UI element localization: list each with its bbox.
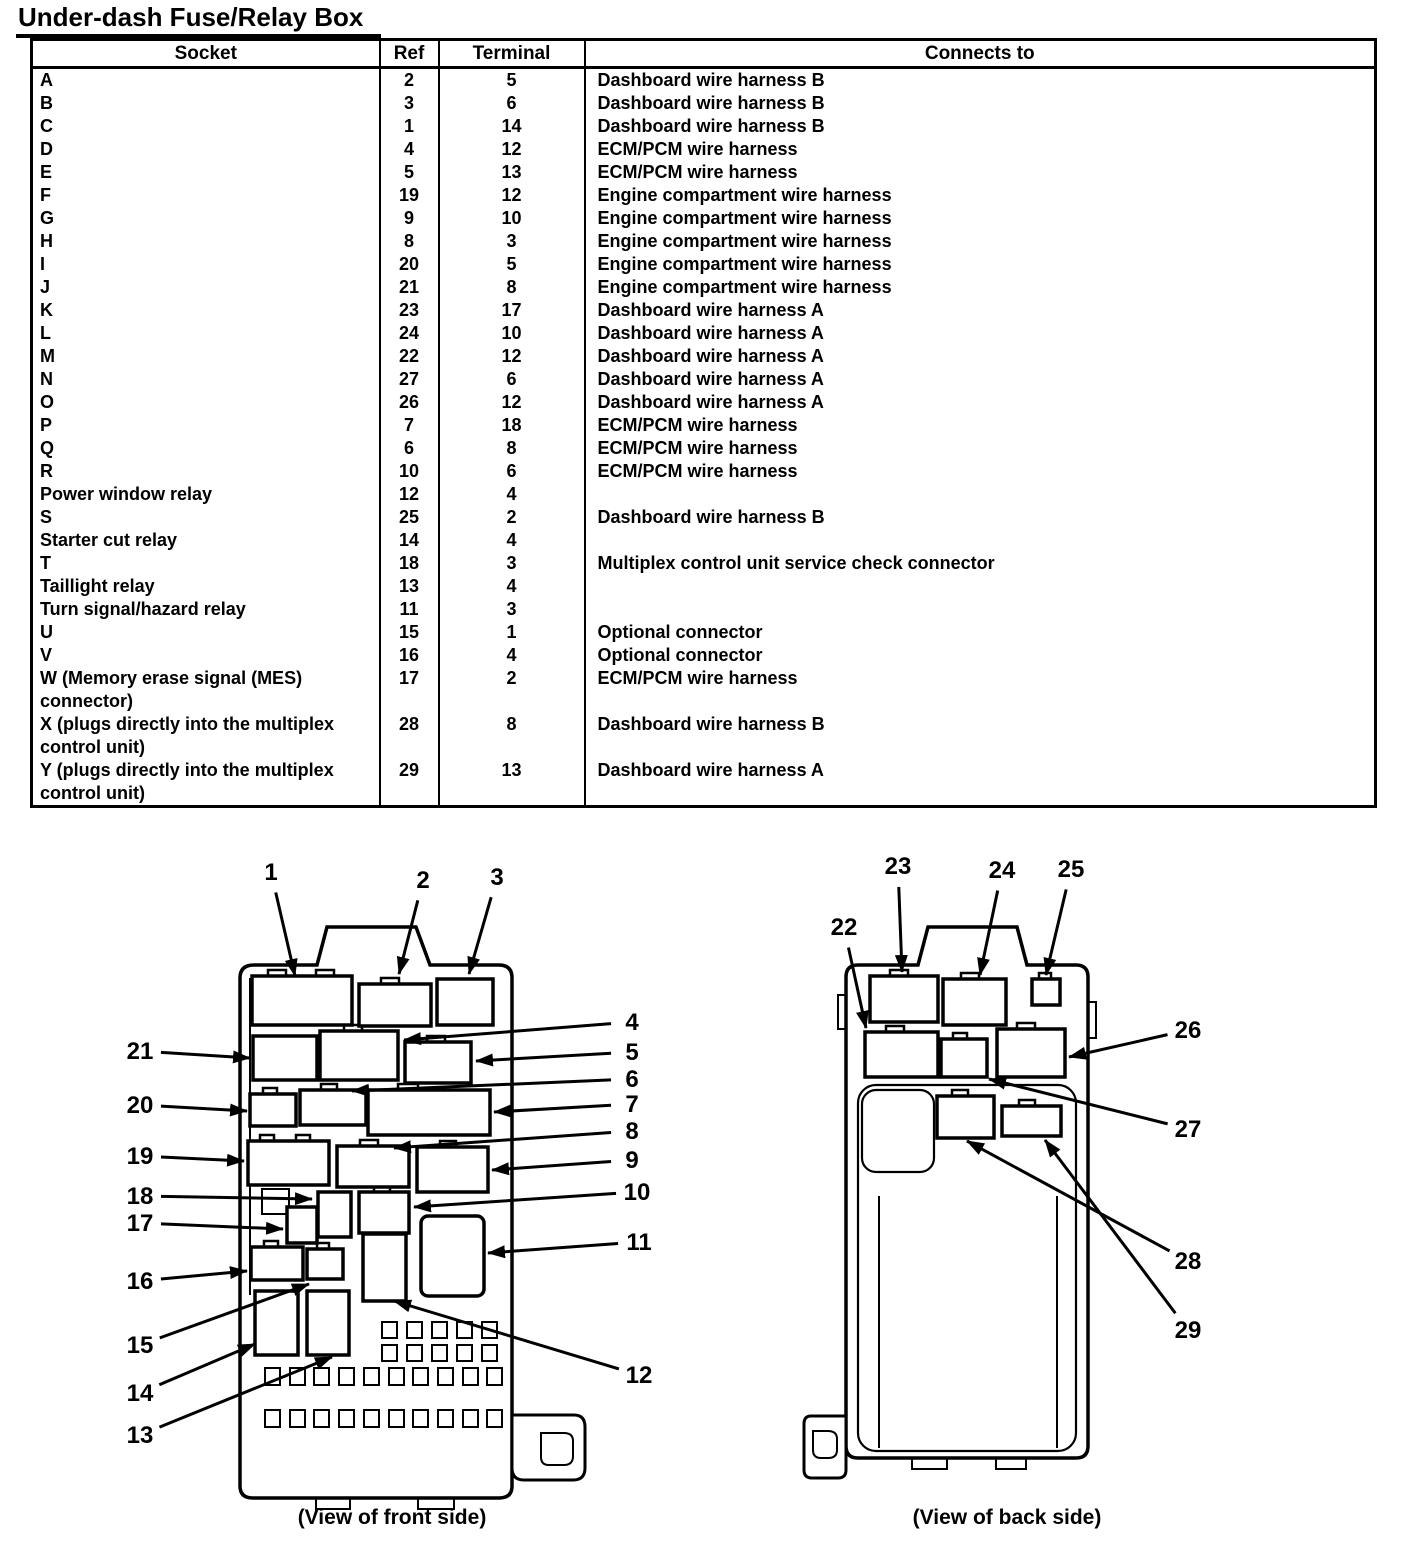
callout-label-4: 4: [625, 1009, 639, 1036]
front-view-caption: (View of front side): [297, 1506, 487, 1529]
cell-socket: I: [40, 254, 46, 274]
callout-arrow-3: [469, 897, 491, 974]
cell-ref: 19: [380, 184, 439, 207]
callout-label-17: 17: [126, 1210, 154, 1237]
connector-27: [941, 1039, 987, 1077]
cell-ref: 16: [380, 644, 439, 667]
callout-label-8: 8: [625, 1118, 639, 1145]
connector-25: [1032, 979, 1060, 1005]
cell-socket: D: [40, 139, 53, 159]
connector-17: [287, 1207, 317, 1243]
cell-socket: Q: [40, 438, 55, 458]
cell-ref: 24: [380, 322, 439, 345]
connector-20: [250, 1094, 296, 1126]
cell-terminal: 3: [439, 552, 585, 575]
cell-connects-to: Dashboard wire harness B: [585, 92, 1376, 115]
cell-socket: C: [40, 116, 53, 136]
cell-terminal: 5: [439, 68, 585, 93]
cell-connects-to: Dashboard wire harness A: [585, 299, 1376, 322]
callout-label-2: 2: [416, 867, 430, 894]
cell-terminal: 2: [439, 667, 585, 713]
cell-ref: 8: [380, 230, 439, 253]
cell-socket: V: [40, 645, 53, 665]
cell-ref: 4: [380, 138, 439, 161]
cell-socket: W (Memory erase signal (MES) connector): [40, 668, 303, 711]
front-fuse-box-diagram: [127, 859, 653, 1509]
cell-connects-to: Multiplex control unit service check connector: [585, 552, 1376, 575]
connector-6: [300, 1090, 366, 1125]
cell-connects-to: ECM/PCM wire harness: [585, 414, 1376, 437]
callout-label-15: 15: [126, 1332, 154, 1359]
cell-connects-to: Dashboard wire harness B: [585, 115, 1376, 138]
callout-label-23: 23: [884, 853, 912, 880]
cell-ref: 2: [380, 68, 439, 93]
callout-label-5: 5: [625, 1039, 639, 1066]
connector-7: [368, 1090, 490, 1135]
connector-15: [307, 1249, 343, 1279]
cell-terminal: 8: [439, 276, 585, 299]
cell-terminal: 10: [439, 207, 585, 230]
cell-connects-to: Dashboard wire harness B: [585, 506, 1376, 529]
cell-terminal: 12: [439, 345, 585, 368]
cell-ref: 9: [380, 207, 439, 230]
cell-ref: 28: [380, 713, 439, 759]
cell-ref: 29: [380, 759, 439, 807]
cell-ref: 10: [380, 460, 439, 483]
cell-ref: 5: [380, 161, 439, 184]
cell-ref: 20: [380, 253, 439, 276]
cell-terminal: 12: [439, 184, 585, 207]
cell-terminal: 6: [439, 92, 585, 115]
cell-socket: Taillight relay: [40, 576, 155, 596]
cell-connects-to: ECM/PCM wire harness: [585, 437, 1376, 460]
cell-socket: M: [40, 346, 55, 366]
cell-socket: R: [40, 461, 53, 481]
cell-connects-to: Optional connector: [585, 644, 1376, 667]
cell-socket: Starter cut relay: [40, 530, 178, 550]
cell-socket: P: [40, 415, 53, 435]
cell-terminal: 8: [439, 437, 585, 460]
connector-16: [251, 1247, 303, 1280]
callout-label-12: 12: [625, 1362, 653, 1389]
cell-ref: 21: [380, 276, 439, 299]
connector-24: [943, 979, 1006, 1025]
connector-11: [421, 1216, 484, 1296]
cell-ref: 1: [380, 115, 439, 138]
cell-connects-to: Engine compartment wire harness: [585, 253, 1376, 276]
cell-terminal: 4: [439, 529, 585, 552]
cell-terminal: 4: [439, 644, 585, 667]
cell-terminal: 13: [439, 161, 585, 184]
front-mount-bracket: [512, 1415, 585, 1480]
cell-connects-to: Engine compartment wire harness: [585, 207, 1376, 230]
cell-socket: B: [40, 93, 53, 113]
header-ref: Ref: [380, 40, 439, 68]
callout-label-13: 13: [126, 1422, 154, 1449]
callout-label-21: 21: [126, 1038, 154, 1065]
callout-arrow-23: [899, 887, 902, 972]
cell-socket: X (plugs directly into the multiplex control unit): [40, 714, 335, 757]
cell-terminal: 12: [439, 138, 585, 161]
cell-socket: Power window relay: [40, 484, 213, 504]
cell-ref: 12: [380, 483, 439, 506]
cell-ref: 25: [380, 506, 439, 529]
cell-connects-to: Dashboard wire harness A: [585, 345, 1376, 368]
cell-ref: 6: [380, 437, 439, 460]
callout-label-20: 20: [126, 1092, 154, 1119]
connector-19: [248, 1141, 329, 1185]
connector-5: [405, 1042, 471, 1083]
cell-terminal: 13: [439, 759, 585, 807]
cell-connects-to: Engine compartment wire harness: [585, 230, 1376, 253]
cell-terminal: 8: [439, 713, 585, 759]
cell-ref: 22: [380, 345, 439, 368]
cell-terminal: 14: [439, 115, 585, 138]
connector-2: [359, 984, 431, 1026]
cell-ref: 18: [380, 552, 439, 575]
callout-label-16: 16: [126, 1268, 154, 1295]
callout-label-1: 1: [264, 859, 278, 886]
connector-9: [417, 1147, 488, 1192]
cell-terminal: 12: [439, 391, 585, 414]
connector-8: [337, 1146, 409, 1187]
cell-socket: N: [40, 369, 53, 389]
cell-terminal: 3: [439, 598, 585, 621]
cell-terminal: 5: [439, 253, 585, 276]
cell-socket: U: [40, 622, 53, 642]
cell-connects-to: Dashboard wire harness B: [585, 713, 1376, 759]
callout-label-28: 28: [1174, 1248, 1202, 1275]
cell-ref: 14: [380, 529, 439, 552]
connector-28: [937, 1096, 994, 1138]
header-connects-to: Connects to: [585, 40, 1376, 68]
callout-label-7: 7: [625, 1091, 639, 1118]
callout-arrow-21: [161, 1052, 250, 1058]
cell-terminal: 3: [439, 230, 585, 253]
cell-socket: H: [40, 231, 53, 251]
cell-socket: L: [40, 323, 51, 343]
callout-label-27: 27: [1174, 1116, 1202, 1143]
cell-terminal: 2: [439, 506, 585, 529]
connector-3: [437, 979, 493, 1025]
connector-22: [865, 1032, 938, 1077]
cell-connects-to: ECM/PCM wire harness: [585, 460, 1376, 483]
connector-18: [318, 1192, 351, 1237]
callout-label-9: 9: [625, 1147, 639, 1174]
cell-connects-to: Engine compartment wire harness: [585, 184, 1376, 207]
cell-socket: Y (plugs directly into the multiplex control unit): [40, 760, 334, 803]
callout-label-18: 18: [126, 1183, 154, 1210]
cell-connects-to: ECM/PCM wire harness: [585, 138, 1376, 161]
callout-arrow-20: [161, 1106, 247, 1111]
cell-socket: S: [40, 507, 53, 527]
cell-socket: K: [40, 300, 53, 320]
callout-arrow-16: [161, 1271, 247, 1279]
header-terminal: Terminal: [439, 40, 585, 68]
cell-ref: 17: [380, 667, 439, 713]
cell-ref: 3: [380, 92, 439, 115]
callout-label-19: 19: [126, 1143, 154, 1170]
cell-terminal: 6: [439, 368, 585, 391]
callout-label-24: 24: [988, 857, 1016, 884]
cell-ref: 26: [380, 391, 439, 414]
cell-connects-to: Dashboard wire harness A: [585, 322, 1376, 345]
callout-label-3: 3: [490, 864, 504, 891]
cell-socket: F: [40, 185, 51, 205]
callout-arrow-19: [161, 1157, 244, 1161]
cell-ref: 15: [380, 621, 439, 644]
connector-1: [252, 976, 352, 1025]
page-title: Under-dash Fuse/Relay Box: [16, 2, 381, 38]
callout-label-22: 22: [830, 914, 858, 941]
cell-terminal: 1: [439, 621, 585, 644]
cell-socket: J: [40, 277, 51, 297]
connector-23: [870, 976, 938, 1022]
cell-ref: 11: [380, 598, 439, 621]
cell-ref: 13: [380, 575, 439, 598]
callout-label-26: 26: [1174, 1017, 1202, 1044]
cell-terminal: 17: [439, 299, 585, 322]
callout-label-11: 11: [626, 1229, 652, 1256]
cell-connects-to: Dashboard wire harness A: [585, 759, 1376, 807]
cell-connects-to: Optional connector: [585, 621, 1376, 644]
callout-label-29: 29: [1174, 1317, 1202, 1344]
cell-socket: A: [40, 70, 53, 90]
cell-terminal: 4: [439, 575, 585, 598]
connector-21: [253, 1036, 317, 1080]
cell-terminal: 10: [439, 322, 585, 345]
cell-connects-to: Dashboard wire harness A: [585, 391, 1376, 414]
cell-connects-to: Dashboard wire harness A: [585, 368, 1376, 391]
cell-connects-to: Engine compartment wire harness: [585, 276, 1376, 299]
cell-connects-to: ECM/PCM wire harness: [585, 667, 1376, 713]
cell-connects-to: Dashboard wire harness B: [585, 68, 1376, 93]
connector-12: [363, 1234, 406, 1301]
callout-label-10: 10: [623, 1179, 651, 1206]
connector-26: [997, 1029, 1065, 1077]
cell-socket: E: [40, 162, 53, 182]
callout-arrow-25: [1046, 889, 1066, 975]
callout-label-25: 25: [1057, 856, 1085, 883]
cell-terminal: 18: [439, 414, 585, 437]
back-blank-panel: [862, 1090, 934, 1172]
cell-connects-to: ECM/PCM wire harness: [585, 161, 1376, 184]
back-mount-bracket: [804, 1416, 846, 1478]
cell-ref: 27: [380, 368, 439, 391]
callout-label-6: 6: [625, 1066, 639, 1093]
cell-socket: Turn signal/hazard relay: [40, 599, 246, 619]
connector-10: [359, 1192, 409, 1233]
connector-13: [307, 1291, 349, 1355]
cell-socket: G: [40, 208, 55, 228]
header-socket: Socket: [32, 40, 380, 68]
connector-4: [320, 1031, 398, 1080]
cell-terminal: 6: [439, 460, 585, 483]
cell-socket: O: [40, 392, 55, 412]
callout-label-14: 14: [126, 1380, 154, 1407]
cell-socket: T: [40, 553, 51, 573]
back-view-caption: (View of back side): [912, 1506, 1102, 1529]
connector-29: [1002, 1106, 1061, 1136]
cell-ref: 23: [380, 299, 439, 322]
back-fuse-box-diagram: [804, 853, 1201, 1478]
cell-terminal: 4: [439, 483, 585, 506]
cell-ref: 7: [380, 414, 439, 437]
